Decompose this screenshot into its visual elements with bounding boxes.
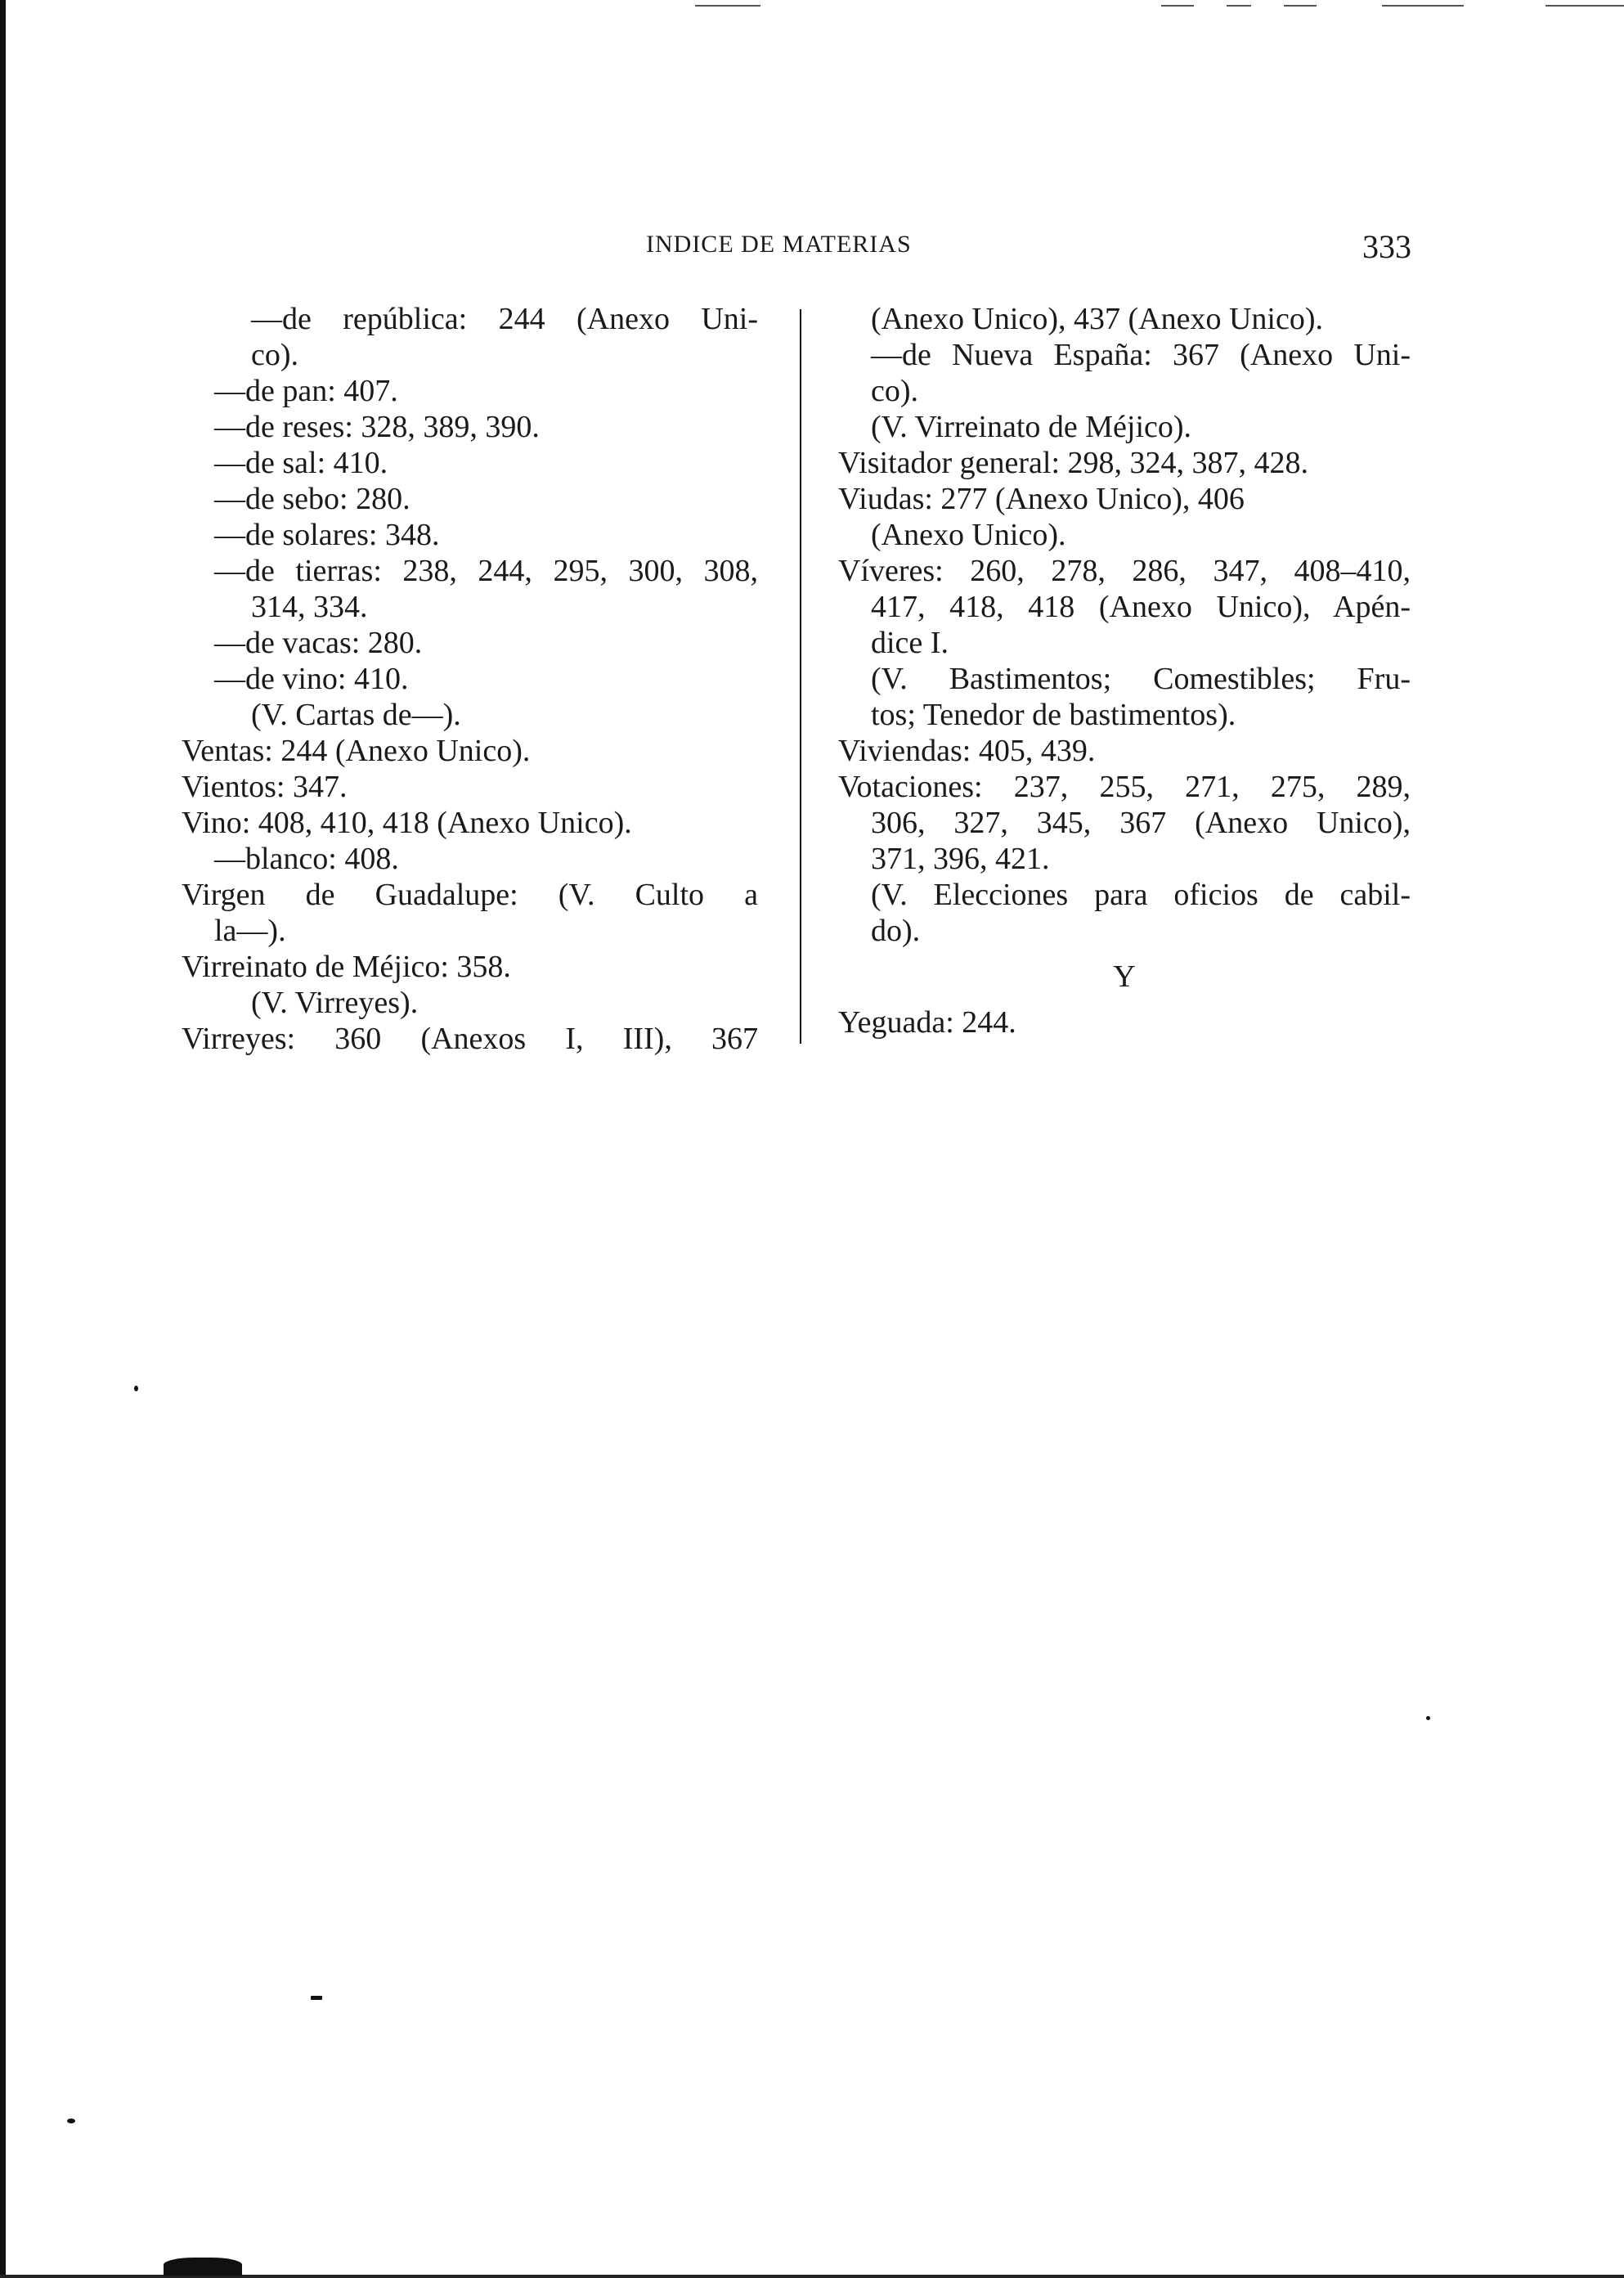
index-entry-line: Víveres: 260, 278, 286, 347, 408–410,: [838, 554, 1411, 588]
scan-speck: [67, 2118, 75, 2123]
scan-top-mark: [1284, 5, 1317, 7]
index-entry-line: (V. Elecciones para oficios de cabil-: [871, 878, 1411, 912]
index-entry-line: —de vacas: 280.: [214, 626, 423, 660]
index-entry-line: Votaciones: 237, 255, 271, 275, 289,: [838, 770, 1411, 804]
index-entry-line: (V. Virreyes).: [251, 986, 419, 1020]
section-letter: Y: [1113, 959, 1136, 994]
scan-bottom-edge: [0, 2275, 1624, 2278]
running-header: INDICE DE MATERIAS: [646, 231, 912, 258]
scan-blot: [164, 2258, 242, 2276]
index-entry-line: —de república: 244 (Anexo Uni-: [251, 302, 758, 336]
index-entry-line: Viudas: 277 (Anexo Unico), 406: [838, 482, 1245, 516]
scan-top-mark: [1161, 5, 1194, 7]
scan-speck: [134, 1386, 138, 1391]
index-entry-line: 371, 396, 421.: [871, 842, 1050, 876]
left-index-column: [182, 301, 758, 1057]
page-number: 333: [1362, 228, 1411, 265]
index-entry-line: —de tierras: 238, 244, 295, 300, 308,: [214, 554, 758, 588]
index-entry-line: Virgen de Guadalupe: (V. Culto a: [182, 878, 758, 912]
index-entry-line: —de pan: 407.: [214, 374, 398, 408]
index-entry-line: Virreyes: 360 (Anexos I, III), 367: [182, 1022, 758, 1056]
index-entry-line: —de solares: 348.: [214, 518, 440, 552]
index-entry-line: (V. Cartas de—).: [251, 698, 461, 732]
index-entry-line: —de reses: 328, 389, 390.: [214, 410, 540, 444]
index-entry-line: —de vino: 410.: [214, 662, 409, 696]
index-entry-line: —de sal: 410.: [214, 446, 388, 480]
index-entry-line: Viviendas: 405, 439.: [838, 734, 1096, 768]
index-entry-line: la—).: [214, 914, 286, 948]
index-entry-line: 306, 327, 345, 367 (Anexo Unico),: [871, 806, 1411, 840]
index-entry-line: Vino: 408, 410, 418 (Anexo Unico).: [182, 806, 632, 840]
index-entry-line: (V. Virreinato de Méjico).: [871, 410, 1192, 444]
index-entry-line: co).: [251, 338, 299, 372]
scan-top-mark: [1382, 5, 1464, 7]
index-entry-line: tos; Tenedor de bastimentos).: [871, 698, 1236, 732]
index-entry-line: do).: [871, 914, 921, 948]
index-entry-line: co).: [871, 374, 919, 408]
index-entry-line: Yeguada: 244.: [838, 1005, 1016, 1040]
index-entry-line: (V. Bastimentos; Comestibles; Fru-: [871, 662, 1411, 696]
scan-speck: [1426, 1716, 1430, 1720]
index-entry-line: Vientos: 347.: [182, 770, 348, 804]
index-entry-line: (Anexo Unico), 437 (Anexo Unico).: [871, 302, 1323, 336]
index-entry-line: Virreinato de Méjico: 358.: [182, 950, 511, 984]
scan-speck: [311, 1996, 322, 2000]
scan-top-mark: [695, 5, 760, 7]
index-entry-line: Visitador general: 298, 324, 387, 428.: [838, 446, 1309, 480]
index-entry-line: 314, 334.: [251, 590, 368, 624]
scan-top-mark: [1227, 5, 1251, 7]
index-entry-line: —de Nueva España: 367 (Anexo Uni-: [871, 338, 1411, 372]
index-entry-line: —blanco: 408.: [214, 842, 399, 876]
index-entry-line: (Anexo Unico).: [871, 518, 1066, 552]
scan-top-mark: [1545, 5, 1624, 7]
index-entry-line: Ventas: 244 (Anexo Unico).: [182, 734, 531, 768]
index-entry-line: —de sebo: 280.: [214, 482, 410, 516]
right-index-column: [838, 301, 1411, 1040]
column-divider: [800, 309, 801, 1044]
index-entry-line: dice I.: [871, 626, 949, 660]
scan-left-edge: [0, 0, 6, 2278]
index-entry-line: 417, 418, 418 (Anexo Unico), Apén-: [871, 590, 1411, 624]
